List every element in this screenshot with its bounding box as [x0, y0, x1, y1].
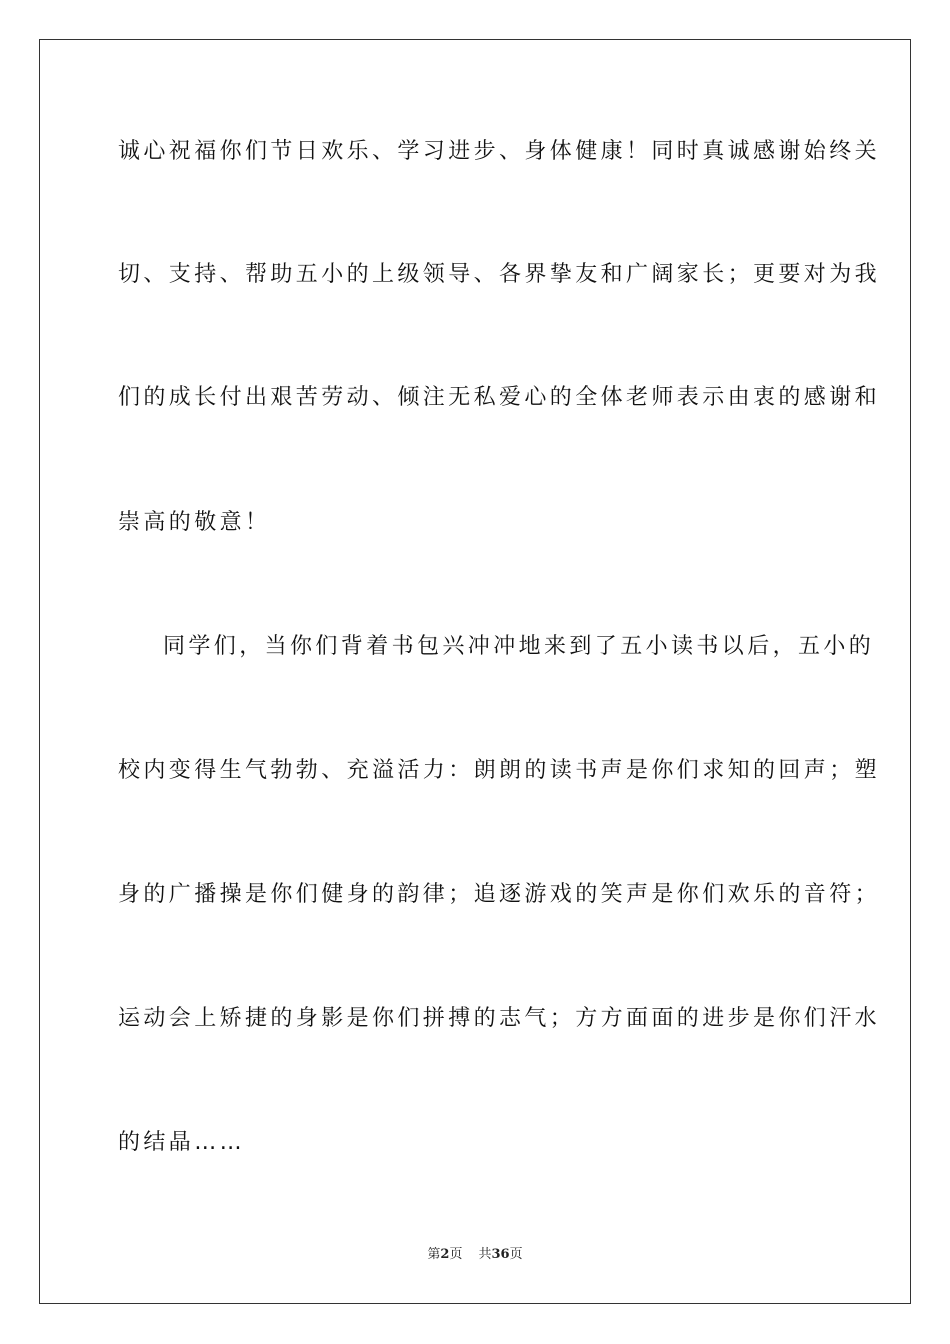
- total-suffix: 页: [509, 1247, 523, 1262]
- paragraph-1-line-4: 崇高的敬意！: [118, 510, 271, 535]
- page-border: [39, 39, 911, 1304]
- paragraph-1-line-1: 诚心祝福你们节日欢乐、学习进步、身体健康！同时真诚感谢始终关: [118, 139, 881, 164]
- paragraph-2-line-2: 校内变得生气勃勃、充溢活力：朗朗的读书声是你们求知的回声；塑: [118, 758, 881, 783]
- paragraph-2-line-1: 同学们，当你们背着书包兴冲冲地来到了五小读书以后，五小的: [163, 634, 875, 659]
- paragraph-2-line-3: 身的广播操是你们健身的韵律；追逐游戏的笑声是你们欢乐的音符；: [118, 882, 881, 907]
- page-suffix: 页: [449, 1247, 463, 1262]
- total-prefix: 共: [478, 1247, 492, 1262]
- paragraph-1-line-2: 切、支持、帮助五小的上级领导、各界挚友和广阔家长；更要对为我: [118, 262, 881, 287]
- page-prefix: 第: [427, 1247, 441, 1262]
- paragraph-1-line-3: 们的成长付出艰苦劳动、倾注无私爱心的全体老师表示由衷的感谢和: [118, 385, 881, 410]
- page-number: 2: [440, 1247, 450, 1262]
- total-pages: 36: [491, 1247, 510, 1262]
- paragraph-2-line-5: 的结晶……: [118, 1130, 246, 1155]
- page-footer: [0, 1246, 950, 1264]
- paragraph-2-line-4: 运动会上矫捷的身影是你们拼搏的志气；方方面面的进步是你们汗水: [118, 1006, 881, 1031]
